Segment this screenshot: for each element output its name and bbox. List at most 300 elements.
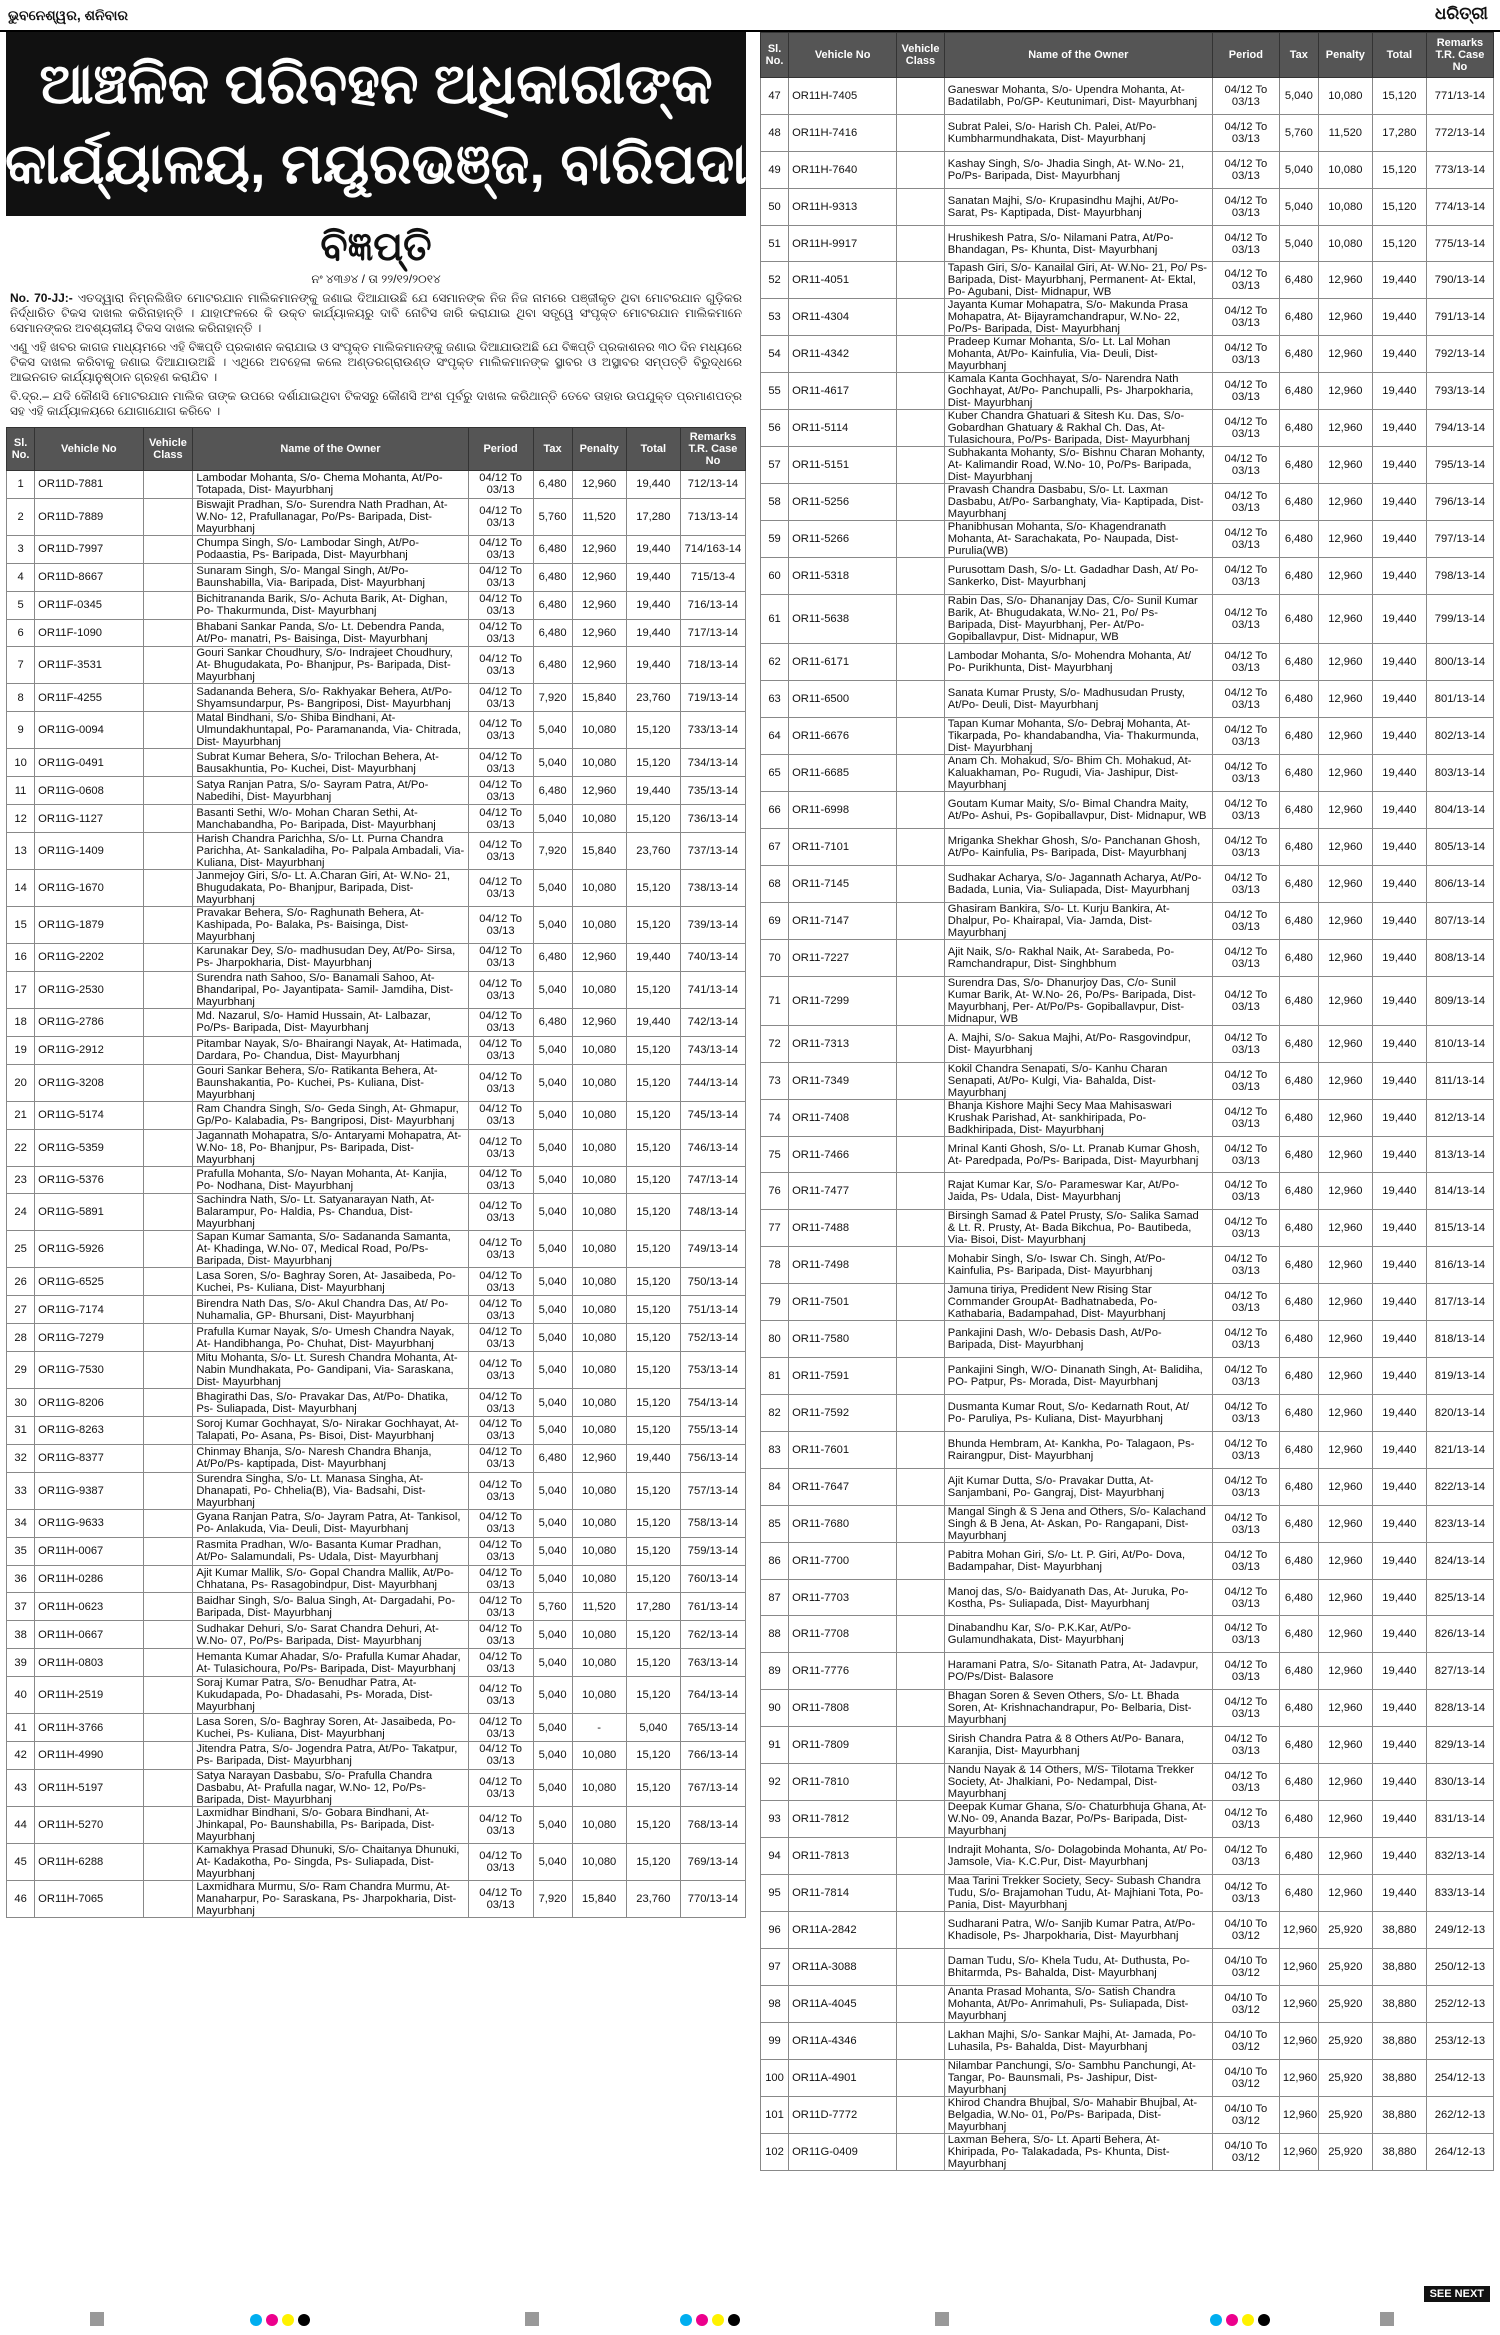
table-row [7,1843,746,1880]
period-text: 04/12 To 03/13 [1224,1327,1268,1352]
sl-text: 85 [768,1517,781,1530]
sl-cell [7,1509,35,1537]
tax-text: 6,480 [1284,1222,1313,1235]
tax-text: 5,040 [538,1206,567,1219]
table-row [761,2059,1494,2096]
tax-text: 6,480 [1284,656,1313,669]
tr-case-text: 749/13-14 [687,1243,739,1256]
period-text: 04/12 To 03/13 [479,1683,522,1708]
owner-text: Sanatan Majhi, S/o- Krupasindhu Majhi, At/Po- Sarat, Ps- Kaptipada, Dist- Mayurbhanj [947,194,1179,219]
total-cell [626,1296,680,1324]
tax-text: 7,920 [538,1892,567,1905]
tr-case-cell [1426,1173,1493,1210]
table-row [761,1210,1494,1247]
sl-cell [7,1742,35,1770]
sl-text: 37 [14,1600,27,1613]
table-row [7,619,746,647]
col-vehicle: Vehicle No [35,428,143,471]
vehicle-no-cell [789,2022,897,2059]
owner-cell [944,2096,1212,2133]
period-cell [1212,1764,1279,1801]
owner-cell [193,971,468,1008]
owner-cell [193,1296,468,1324]
tr-case-text: 715/13-4 [690,571,736,584]
penalty-cell [572,1129,626,1166]
table-row [7,1769,746,1806]
period-cell [468,1008,533,1036]
tax-cell [1279,1431,1318,1468]
period-cell [468,1472,533,1509]
tr-case-text: 733/13-14 [687,724,739,737]
tr-case-text: 806/13-14 [1434,877,1486,890]
total-cell [626,1806,680,1843]
vehicle-no-cell [35,1194,143,1231]
sl-cell [761,484,789,521]
vehicle-no-text: OR11-5151 [792,459,850,472]
period-cell [468,1714,533,1742]
sl-cell [7,907,35,944]
period-cell [468,647,533,684]
period-text: 04/12 To 03/13 [1224,83,1268,108]
penalty-cell [572,1742,626,1770]
vehicle-no-text: OR11G-1409 [38,845,104,858]
penalty-text: 25,920 [1328,1997,1363,2010]
tr-case-text: 826/13-14 [1434,1628,1486,1641]
penalty-text: 12,960 [582,1016,617,1029]
tr-case-text: 262/12-13 [1434,2108,1486,2121]
penalty-text: 12,960 [1328,767,1363,780]
owner-cell [193,749,468,777]
vehicle-class-cell [897,1431,945,1468]
owner-text: Janmejoy Giri, S/o- Lt. A.Charan Giri, At- W.No- 21, Bhugudakata, Po- Bhanjpur, Baripada, Dist- Mayurbhanj [196,870,451,907]
vehicle-no-cell [35,1417,143,1445]
total-cell [626,1268,680,1296]
vehicle-no-text: OR11-4617 [792,385,850,398]
owner-cell [193,619,468,647]
total-text: 19,440 [1382,840,1417,853]
vehicle-no-text: OR11G-7530 [38,1364,104,1377]
period-cell [1212,78,1279,115]
total-cell [1372,1838,1426,1875]
vehicle-class-cell [143,1843,193,1880]
total-text: 19,440 [636,571,671,584]
vehicle-no-cell [35,1565,143,1593]
period-text: 04/12 To 03/13 [1224,607,1268,632]
sl-text: 21 [14,1109,27,1122]
vehicle-class-cell [897,1764,945,1801]
period-text: 04/12 To 03/13 [1224,908,1268,933]
notice-heading: ବିଜ୍ଞପ୍ତି [320,225,432,269]
sl-text: 20 [14,1076,27,1089]
total-cell [626,1352,680,1389]
period-text: 04/12 To 03/13 [479,537,522,562]
tr-case-text: 744/13-14 [687,1076,739,1089]
owner-text: Basanti Sethi, W/o- Mohan Charan Sethi, At- Manchabandha, Po- Baripada, Dist- Mayurbhanj [196,806,436,831]
tax-text: 5,040 [538,919,567,932]
tax-text: 6,480 [1284,951,1313,964]
sl-text: 93 [768,1813,781,1826]
period-text: 04/12 To 03/13 [479,1650,522,1675]
owner-text: Nandu Nayak & 14 Others, M/S- Tilotama Trekker Society, At- Jhalkiani, Po- Nedampal, Dist- Mayurbhanj [947,1764,1194,1801]
penalty-cell [1318,1395,1372,1432]
vehicle-class-cell [897,2096,945,2133]
penalty-text: 12,960 [1328,994,1363,1007]
owner-cell [193,777,468,805]
period-cell [1212,447,1279,484]
period-cell [468,1677,533,1714]
tax-text: 5,040 [538,882,567,895]
tr-case-cell [1426,447,1493,484]
total-cell [1372,1912,1426,1949]
vehicle-class-cell [897,373,945,410]
total-cell [1372,1542,1426,1579]
owner-text: Bhagan Soren & Seven Others, S/o- Lt. Bhada Soren, At- Krishnachandrapur, Po- Belbaria, Dist- Mayurbhanj [947,1690,1192,1727]
vehicle-class-cell [897,484,945,521]
sl-cell [761,151,789,188]
tax-cell [533,777,572,805]
period-text: 04/12 To 03/13 [479,1010,522,1035]
tr-case-text: 252/12-13 [1434,1997,1486,2010]
total-text: 19,440 [1382,1480,1417,1493]
period-cell [468,944,533,972]
period-cell [468,1537,533,1565]
penalty-cell [572,647,626,684]
total-cell [1372,681,1426,718]
tax-cell [533,591,572,619]
sl-cell [761,262,789,299]
tr-case-cell [1426,1505,1493,1542]
vehicle-no-text: OR11H-3766 [38,1721,104,1734]
tr-case-text: 812/13-14 [1434,1111,1486,1124]
owner-text: Karunakar Dey, S/o- madhusudan Dey, At/Po- Sirsa, Ps- Jharpokharia, Dist- Mayurbhanj [196,945,456,970]
vehicle-no-cell [35,907,143,944]
tr-case-cell [1426,939,1493,976]
owner-text: Lasa Soren, S/o- Baghray Soren, At- Jasaibeda, Po- Kuchei, Ps- Kuliana, Dist- Mayurbhanj [196,1269,456,1294]
notice-banner [6,32,746,216]
vehicle-class-cell [897,1210,945,1247]
period-cell [468,870,533,907]
vehicle-class-cell [143,1296,193,1324]
period-text: 04/10 To 03/12 [1224,2028,1268,2053]
tr-case-cell [1426,1653,1493,1690]
total-cell [1372,1247,1426,1284]
penalty-cell [572,1806,626,1843]
tax-cell [1279,1542,1318,1579]
vehicle-no-text: OR11G-5174 [38,1109,104,1122]
vehicle-no-text: OR11-7580 [792,1333,850,1346]
sl-cell [761,1985,789,2022]
owner-text: Maa Tarini Trekker Society, Secy- Subash Chandra Tudu, S/o- Brajamohan Tudu, At- Majhiani Tota, Po- Pania, Dist- Mayurbhanj [947,1875,1204,1912]
vehicle-no-text: OR11-7809 [792,1739,850,1752]
owner-text: Sudharani Patra, W/o- Sanjib Kumar Patra, At/Po- Khadisole, Ps- Jharpokharia, Dist- Mayurbhanj [947,1917,1196,1942]
total-cell [1372,1136,1426,1173]
period-text: 04/12 To 03/13 [1224,1031,1268,1056]
vehicle-no-cell [35,1509,143,1537]
vehicle-class-cell [897,336,945,373]
period-text: 04/12 To 03/13 [1224,1844,1268,1869]
table-row [761,484,1494,521]
sl-cell [7,1064,35,1101]
sl-cell [761,976,789,1025]
total-text: 15,120 [636,1243,671,1256]
sl-cell [7,1565,35,1593]
vehicle-no-cell [35,591,143,619]
tax-cell [1279,262,1318,299]
vehicle-no-text: OR11G-9633 [38,1517,104,1530]
owner-cell [944,1062,1212,1099]
total-cell [1372,151,1426,188]
total-text: 15,120 [636,1855,671,1868]
tr-case-text: 741/13-14 [687,983,739,996]
vehicle-no-text: OR11-6171 [792,656,850,669]
vehicle-no-cell [35,1714,143,1742]
tax-text: 5,760 [538,510,567,523]
sl-cell [761,595,789,644]
owner-cell [944,1099,1212,1136]
sl-text: 90 [768,1702,781,1715]
vehicle-no-text: OR11-7299 [792,994,850,1007]
owner-cell [944,521,1212,558]
black-dot [298,2314,310,2326]
vehicle-class-cell [897,829,945,866]
total-text: 19,440 [1382,1517,1417,1530]
owner-cell [944,681,1212,718]
vehicle-no-cell [789,1395,897,1432]
owner-cell [944,1431,1212,1468]
owner-text: Gouri Sankar Behera, S/o- Ratikanta Behera, At- Baunshakantia, Po- Kuchei, Ps- Kuliana, Dist- Mayurbhanj [196,1064,438,1101]
vehicle-no-cell [789,755,897,792]
table-row [7,1101,746,1129]
tr-case-cell [1426,1321,1493,1358]
tr-case-cell [680,805,745,833]
sl-text: 46 [14,1892,27,1905]
period-cell [1212,410,1279,447]
table-header [7,428,746,471]
sl-cell [7,591,35,619]
table-row [7,1352,746,1389]
vehicle-no-cell [35,1129,143,1166]
total-cell [626,971,680,1008]
tax-text: 6,480 [1284,385,1313,398]
table-row [761,1025,1494,1062]
owner-cell [193,805,468,833]
tax-cell [1279,373,1318,410]
penalty-text: 12,960 [1328,570,1363,583]
vehicle-no-cell [789,521,897,558]
sl-text: 91 [768,1739,781,1752]
col-owner: Name of the Owner [944,33,1212,78]
vehicle-no-cell [789,1912,897,1949]
vehicle-class-cell [143,1194,193,1231]
period-cell [468,591,533,619]
total-cell [626,1769,680,1806]
sl-cell [761,1838,789,1875]
sl-cell [761,2022,789,2059]
tax-text: 6,480 [538,659,567,672]
owner-cell [193,535,468,563]
vehicle-no-cell [789,114,897,151]
tax-cell [533,749,572,777]
total-text: 15,120 [636,1573,671,1586]
penalty-cell [572,749,626,777]
owner-cell [193,1129,468,1166]
tax-text: 6,480 [1284,693,1313,706]
owner-cell [944,1542,1212,1579]
tr-case-text: 810/13-14 [1434,1037,1486,1050]
table-row [761,336,1494,373]
period-cell [468,1444,533,1472]
sl-text: 64 [768,730,781,743]
vehicle-no-text: OR11-7349 [792,1074,850,1087]
tax-cell [533,1444,572,1472]
tax-text: 5,040 [538,756,567,769]
owner-cell [193,1352,468,1389]
tax-cell [533,1296,572,1324]
total-cell [1372,336,1426,373]
tax-text: 6,480 [538,1452,567,1465]
vehicle-no-text: OR11G-7279 [38,1331,104,1344]
tr-case-cell [1426,1948,1493,1985]
total-text: 19,440 [1382,1037,1417,1050]
sl-text: 73 [768,1074,781,1087]
penalty-text: 12,960 [1328,1074,1363,1087]
masthead-bar [0,0,1500,32]
vehicle-class-cell [143,619,193,647]
penalty-cell [1318,1468,1372,1505]
sl-text: 9 [17,724,24,737]
sl-text: 40 [14,1689,27,1702]
owner-cell [193,1231,468,1268]
owner-text: Soraj Kumar Patra, S/o- Benudhar Patra, At- Kukudapada, Po- Dhadasahi, Ps- Morada, Dist- Mayurbhanj [196,1677,433,1714]
table-row [761,1431,1494,1468]
penalty-cell [1318,262,1372,299]
tax-text: 6,480 [1284,613,1313,626]
vehicle-no-cell [35,1444,143,1472]
tr-case-cell [680,1194,745,1231]
tax-text: 5,760 [1284,126,1313,139]
tr-case-text: 250/12-13 [1434,1960,1486,1973]
penalty-cell [1318,1321,1372,1358]
vehicle-no-text: OR11-7101 [792,840,850,853]
penalty-cell [572,1231,626,1268]
vehicle-no-cell [35,1769,143,1806]
total-cell [626,647,680,684]
period-cell [468,971,533,1008]
owner-text: Hemanta Kumar Ahadar, S/o- Prafulla Kumar Ahadar, At- Tulasichoura, Po/Ps- Baripada, Dist- Mayurbhanj [196,1650,461,1675]
owner-cell [193,1389,468,1417]
sl-cell [761,1284,789,1321]
period-cell [1212,595,1279,644]
penalty-text: 11,520 [582,510,616,523]
penalty-text: 25,920 [1328,2145,1363,2158]
total-cell [626,1064,680,1101]
vehicle-class-cell [897,2059,945,2096]
owner-text: Kashay Singh, S/o- Jhadia Singh, At- W.No- 21, Po/Ps- Baripada, Dist- Mayurbhanj [947,157,1185,182]
tax-cell [1279,1912,1318,1949]
sl-cell [7,1324,35,1352]
tr-case-cell [1426,1985,1493,2022]
sl-cell [761,1764,789,1801]
vehicle-no-text: OR11-7145 [792,877,850,890]
defaulter-table-left [6,427,746,1918]
period-text: 04/12 To 03/13 [479,685,522,710]
total-cell [1372,829,1426,866]
owner-text: Md. Nazarul, S/o- Hamid Hussain, At- Lalbazar, Po/Ps- Baripada, Dist- Mayurbhanj [196,1010,431,1035]
vehicle-class-cell [143,498,193,535]
table-row [761,792,1494,829]
vehicle-no-text: OR11F-0345 [38,599,103,612]
tax-cell [1279,521,1318,558]
period-text: 04/12 To 03/13 [479,1775,522,1800]
penalty-cell [572,1565,626,1593]
owner-text: Rasmita Pradhan, W/o- Basanta Kumar Pradhan, At/Po- Salamundali, Ps- Udala, Dist- Mayurbhanj [196,1539,442,1564]
owner-cell [193,1036,468,1064]
sl-text: 35 [14,1545,27,1558]
tr-case-cell [680,1231,745,1268]
notice-para3: ବି.ଦ୍ର.– ଯଦି କୌଣସି ମୋଟରଯାନ ମାଲିକ ତାଙ୍କ ଉପରେ ଦର୍ଶାଯାଇଥିବା ଟିକସରୁ କୌଣସି ଅଂଶ ପୂର୍ବରୁ ଦାଖଲ କରିଥାନ୍ତି ତେବେ ତାହାର ଉପଯୁକ୍ତ ପ୍ରମାଣପତ୍ର ସହ ଏହି କାର୍ଯ୍ୟାଳୟରେ ଯୋଗାଯୋଗ କରିବେ । [10,389,742,418]
table-row [7,870,746,907]
period-text: 04/12 To 03/13 [479,1715,522,1740]
penalty-text: 10,080 [582,1275,617,1288]
total-cell [1372,939,1426,976]
sl-cell [761,1247,789,1284]
period-cell [468,1880,533,1917]
tax-cell [1279,558,1318,595]
total-text: 15,120 [636,1689,671,1702]
penalty-cell [572,1064,626,1101]
vehicle-no-text: OR11-4304 [792,311,850,324]
tax-cell [533,1769,572,1806]
tr-case-text: 717/13-14 [687,627,739,639]
penalty-text: 12,960 [1328,1037,1363,1050]
penalty-cell [1318,299,1372,336]
penalty-text: 10,080 [582,1484,617,1497]
total-text: 19,440 [1382,1259,1417,1272]
vehicle-class-cell [143,907,193,944]
penalty-text: 12,960 [1328,877,1363,890]
owner-cell [944,1210,1212,1247]
period-text: 04/12 To 03/13 [479,1567,522,1592]
sl-cell [761,373,789,410]
penalty-cell [572,1472,626,1509]
tr-case-cell [1426,1542,1493,1579]
penalty-text: 12,960 [582,1452,617,1465]
sl-cell [761,718,789,755]
vehicle-class-cell [143,1621,193,1649]
sl-cell [761,902,789,939]
tr-case-text: 762/13-14 [687,1628,739,1641]
total-cell [1372,2022,1426,2059]
sl-cell [7,1389,35,1417]
vehicle-no-text: OR11-7808 [792,1702,850,1715]
owner-text: Dinabandhu Kar, S/o- P.K.Kar, At/Po- Gulamundhakata, Dist- Mayurbhanj [947,1622,1132,1647]
tax-cell [1279,718,1318,755]
sl-cell [761,1579,789,1616]
tr-case-text: 264/12-13 [1434,2145,1486,2158]
vehicle-no-text: OR11D-7772 [792,2108,858,2121]
table-row [761,1321,1494,1358]
total-text: 38,880 [1382,1997,1417,2010]
penalty-cell [1318,225,1372,262]
sl-cell [761,410,789,447]
vehicle-no-text: OR11-7708 [792,1628,850,1641]
period-cell [1212,1985,1279,2022]
tr-case-text: 759/13-14 [687,1545,739,1558]
tax-cell [1279,1579,1318,1616]
table-row [761,2096,1494,2133]
period-cell [468,1231,533,1268]
vehicle-class-cell [143,647,193,684]
